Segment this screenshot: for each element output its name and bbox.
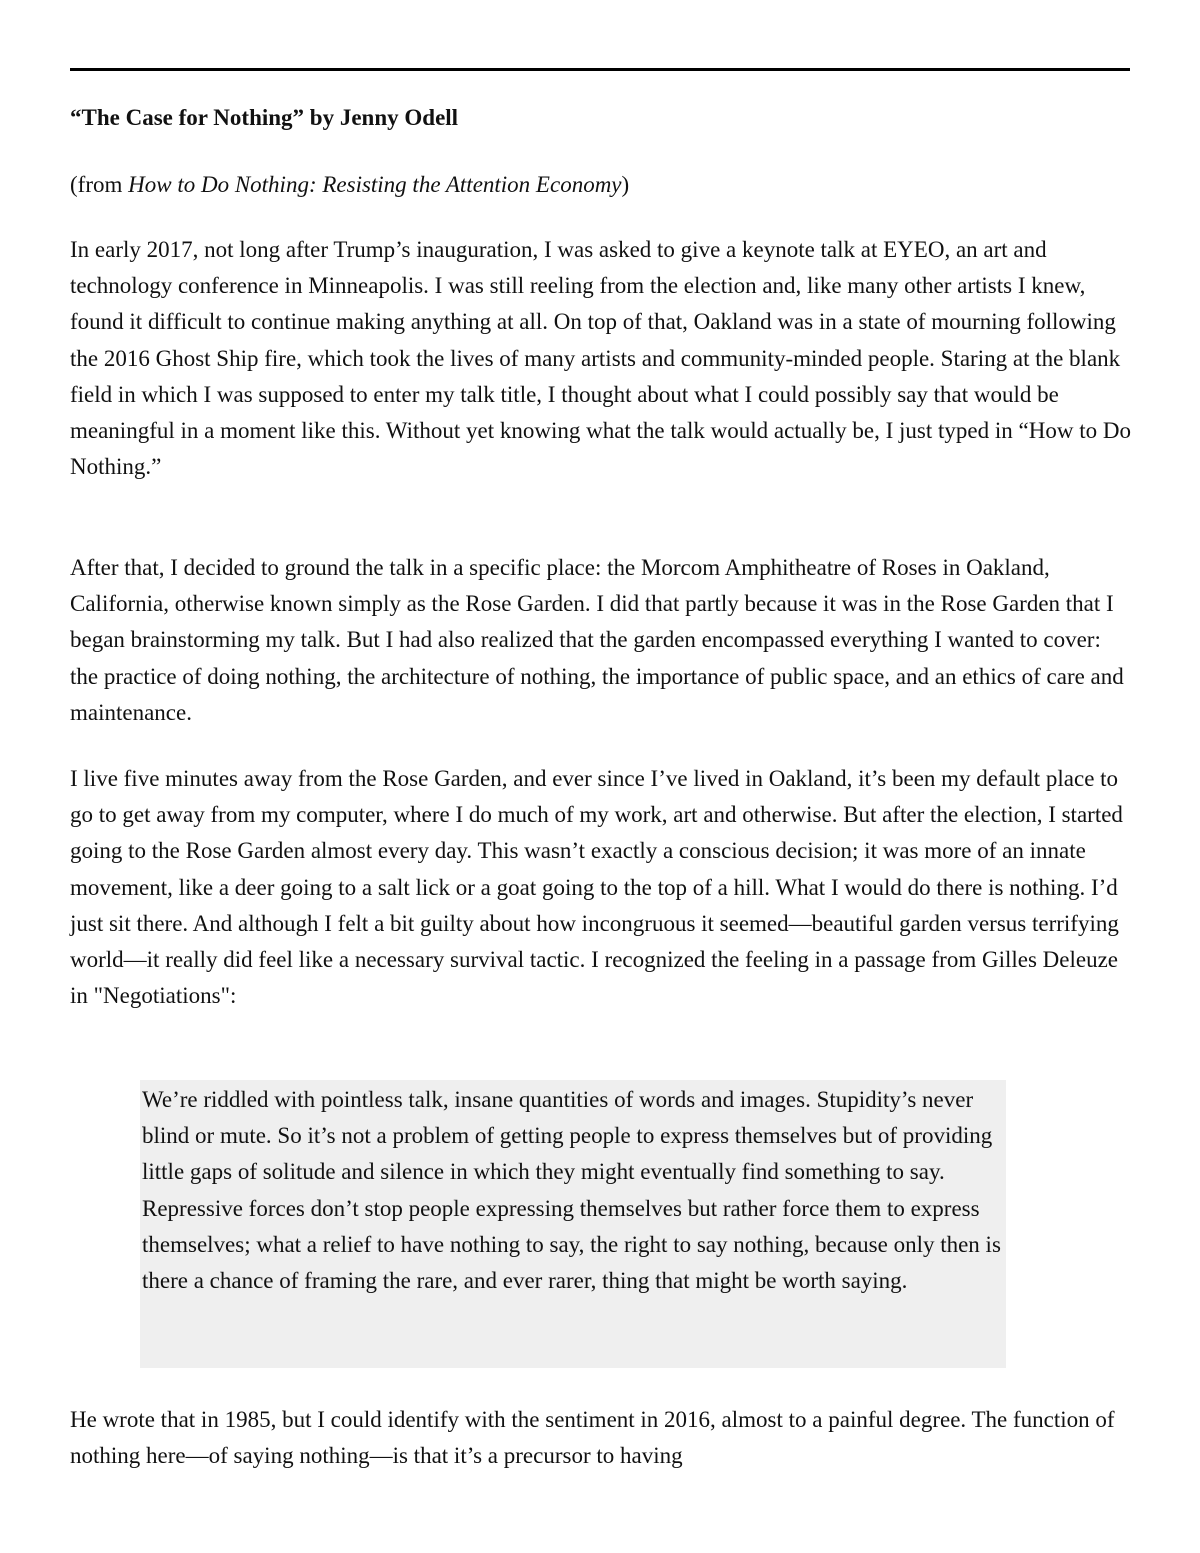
source-line — [70, 170, 629, 200]
document-title: “The Case for Nothing” by Jenny Odell — [70, 105, 459, 130]
source-prefix: (from — [70, 172, 129, 197]
blockquote-text: We’re riddled with pointless talk, insane quantities of words and images. Stupidity’s never blind or mute. So it’s not a problem of getting people to express themselves but of providing little gaps of solitude and silence in which they might eventually find something to say. Repressive forces don’t stop people expressing themselves but rather force them to express themselves; what a relief to have nothing to say, the right to say nothing, because only then is there a chance of framing the rare, and ever rarer, thing that might be worth saying. — [142, 1087, 1001, 1294]
deleuze-blockquote — [140, 1080, 1006, 1368]
paragraph-4: He wrote that in 1985, but I could identify with the sentiment in 2016, almost to a painful degree. The function of nothing here—of saying nothing—is that it’s a precursor to having — [70, 1407, 1115, 1469]
paragraph-3: I live five minutes away from the Rose Garden, and ever since I’ve lived in Oakland, it’s been my default place to go to get away from my computer, where I do much of my work, art and otherwise. But after the election, I started going to the Rose Garden almost every day. This wasn’t exactly a conscious decision; it was more of an innate movement, like a deer going to a salt lick or a goat going to the top of a hill. What I would do there is nothing. I’d just sit there. And although I felt a bit guilty about how incongruous it seemed—beautiful garden versus terrifying world—it really did feel like a necessary survival tactic. I recognized the feeling in a passage from Gilles Deleuze in "Negotiations": — [70, 766, 1123, 1009]
top-rule — [70, 68, 1130, 71]
paragraph-2: After that, I decided to ground the talk in a specific place: the Morcom Amphitheatre of Roses in Oakland, California, otherwise known simply as the Rose Garden. I did that partly because it was in the Rose Garden that I began brainstorming my talk. But I had also realized that the garden encompassed everything I wanted to cover: the practice of doing nothing, the architecture of nothing, the importance of public space, and an ethics of care and maintenance. — [70, 555, 1124, 725]
book-title: How to Do Nothing: Resisting the Attention Economy — [128, 172, 622, 197]
source-suffix: ) — [621, 172, 630, 197]
paragraph-1: In early 2017, not long after Trump’s inauguration, I was asked to give a keynote talk at EYEO, an art and technology conference in Minneapolis. I was still reeling from the election and, like many other artists I knew, found it difficult to continue making anything at all. On top of that, Oakland was in a state of mourning following the 2016 Ghost Ship fire, which took the lives of many artists and community-minded people. Staring at the blank field in which I was supposed to enter my talk title, I thought about what I could possibly say that would be meaningful in a moment like this. Without yet knowing what the talk would actually be, I just typed in “How to Do Nothing.” — [70, 237, 1131, 480]
